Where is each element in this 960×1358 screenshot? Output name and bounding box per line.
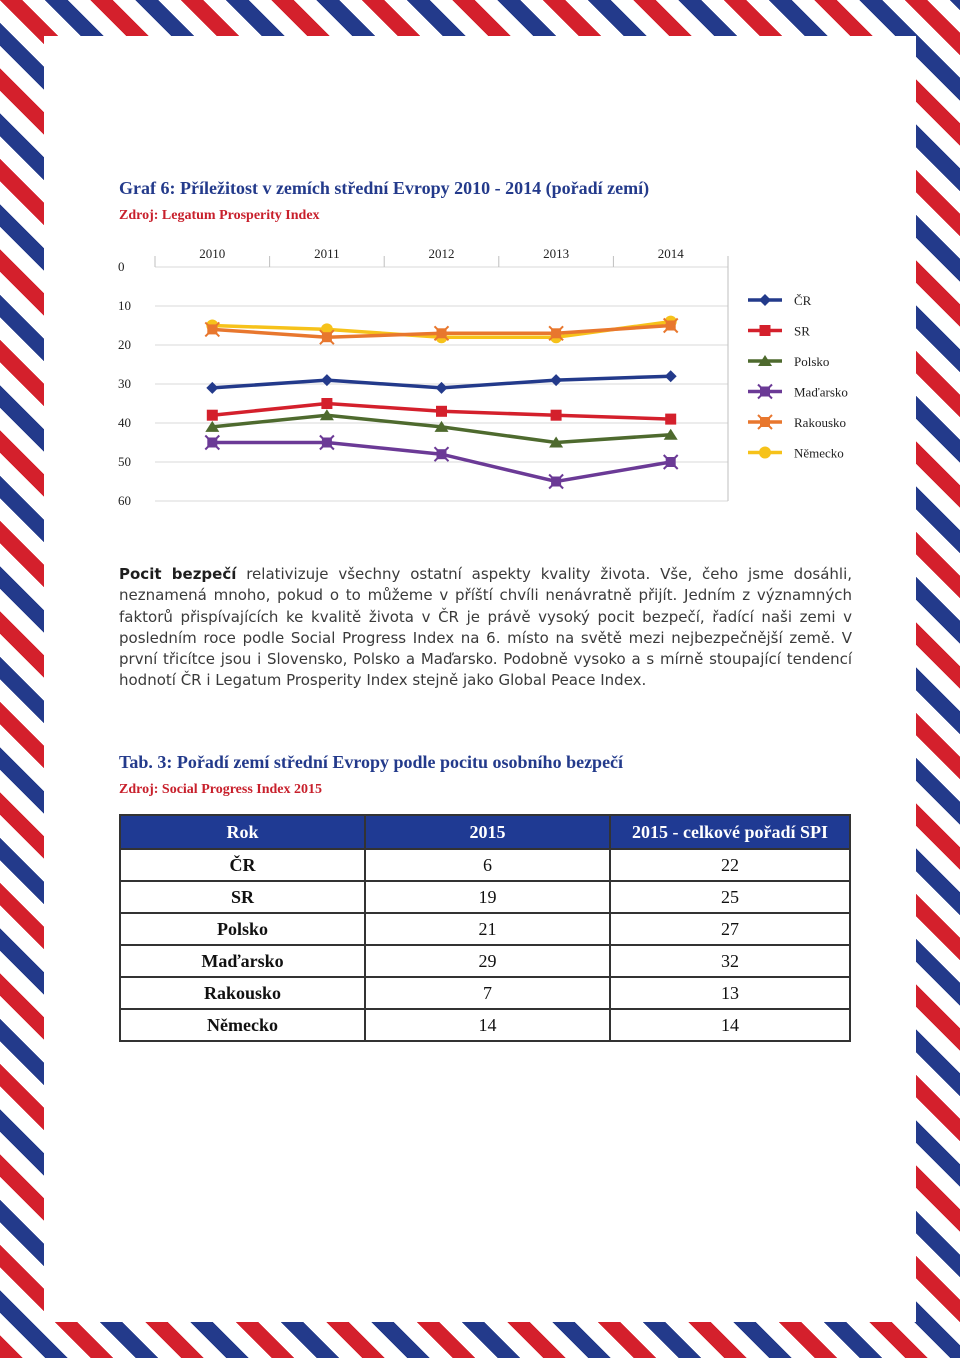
y-tick-label: 0 — [118, 259, 125, 274]
rank-2015-cell: 21 — [365, 913, 610, 945]
paragraph-text: relativizuje všechny ostatní aspekty kvality života. Vše, čeho jsme dosáhli, neznamená mnoho, pokud o to můžeme v příští chvíli nenávratně přijít. Jedním z významných faktorů přispívajících ke kvalitě života v ČR je právě vysoký pocit bezpečí, řadící naši zemi v posledním roce podle Social Progress Index na 6. místo na světě mezi nejbezpečnější země. V první třicítce jsou i Slovensko, Polsko a Maďarsko. Podobně vysoko a s mírně stoupající tendencí hodnotí ČR i Legatum Prosperity Index stejně jako Global Peace Index. — [119, 565, 852, 690]
table-row — [120, 977, 850, 1009]
data-point — [436, 406, 447, 417]
y-tick-label: 60 — [118, 493, 131, 508]
y-tick-label: 40 — [118, 415, 131, 430]
spi-overall-cell: 25 — [610, 881, 850, 913]
table-header-row — [120, 815, 850, 849]
header-cell-2015: 2015 — [365, 815, 610, 849]
x-tick-label: 2011 — [314, 246, 340, 261]
country-cell: ČR — [120, 849, 365, 881]
header-cell-year: Rok — [120, 815, 365, 849]
data-point — [207, 410, 218, 421]
data-point — [551, 410, 562, 421]
y-tick-label: 30 — [118, 376, 131, 391]
table-row — [120, 1009, 850, 1041]
rank-2015-cell: 6 — [365, 849, 610, 881]
spi-overall-cell: 13 — [610, 977, 850, 1009]
legend-label: Rakousko — [794, 415, 846, 430]
x-tick-label: 2014 — [657, 246, 684, 261]
rank-2015-cell: 19 — [365, 881, 610, 913]
legend-label: Polsko — [794, 354, 830, 369]
legend-marker — [759, 447, 771, 459]
rank-2015-cell: 29 — [365, 945, 610, 977]
legend-label: Maďarsko — [794, 384, 848, 400]
y-tick-label: 10 — [118, 298, 131, 313]
legend-marker — [759, 294, 771, 306]
data-point — [665, 414, 676, 425]
header-cell-spi-overall: 2015 - celkové pořadí SPI — [610, 815, 850, 849]
graph-source: Zdroj: Legatum Prosperity Index — [119, 208, 320, 223]
paragraph-bold-lead: Pocit bezpečí — [119, 565, 237, 583]
ranking-table — [119, 814, 851, 1042]
x-tick-label: 2010 — [199, 246, 226, 261]
legend-marker — [760, 325, 771, 336]
x-tick-label: 2012 — [428, 246, 455, 261]
country-cell: Maďarsko — [120, 945, 365, 977]
country-cell: Polsko — [120, 913, 365, 945]
rank-2015-cell: 7 — [365, 977, 610, 1009]
country-cell: Německo — [120, 1009, 365, 1041]
legend-label: Německo — [794, 445, 844, 461]
y-tick-label: 20 — [118, 337, 131, 352]
line-chart — [100, 236, 860, 516]
table-row — [120, 881, 850, 913]
spi-overall-cell: 32 — [610, 945, 850, 977]
graph-title: Graf 6: Příležitost v zemích střední Evropy 2010 - 2014 (pořadí zemí) — [119, 178, 650, 198]
table-source: Zdroj: Social Progress Index 2015 — [119, 782, 323, 797]
data-point — [321, 398, 332, 409]
spi-overall-cell: 27 — [610, 913, 850, 945]
legend-label: SR — [794, 323, 810, 339]
rank-2015-cell: 14 — [365, 1009, 610, 1041]
y-tick-label: 50 — [118, 454, 131, 469]
x-tick-label: 2013 — [543, 246, 570, 261]
table-row — [120, 913, 850, 945]
table-row — [120, 945, 850, 977]
spi-overall-cell: 14 — [610, 1009, 850, 1041]
country-cell: Rakousko — [120, 977, 365, 1009]
data-point — [665, 370, 677, 382]
spi-overall-cell: 22 — [610, 849, 850, 881]
legend-label: ČR — [794, 293, 812, 308]
table-row — [120, 849, 850, 881]
body-paragraph — [119, 564, 852, 692]
country-cell: SR — [120, 881, 365, 913]
table-title: Tab. 3: Pořadí zemí střední Evropy podle pocitu osobního bezpečí — [119, 752, 624, 772]
